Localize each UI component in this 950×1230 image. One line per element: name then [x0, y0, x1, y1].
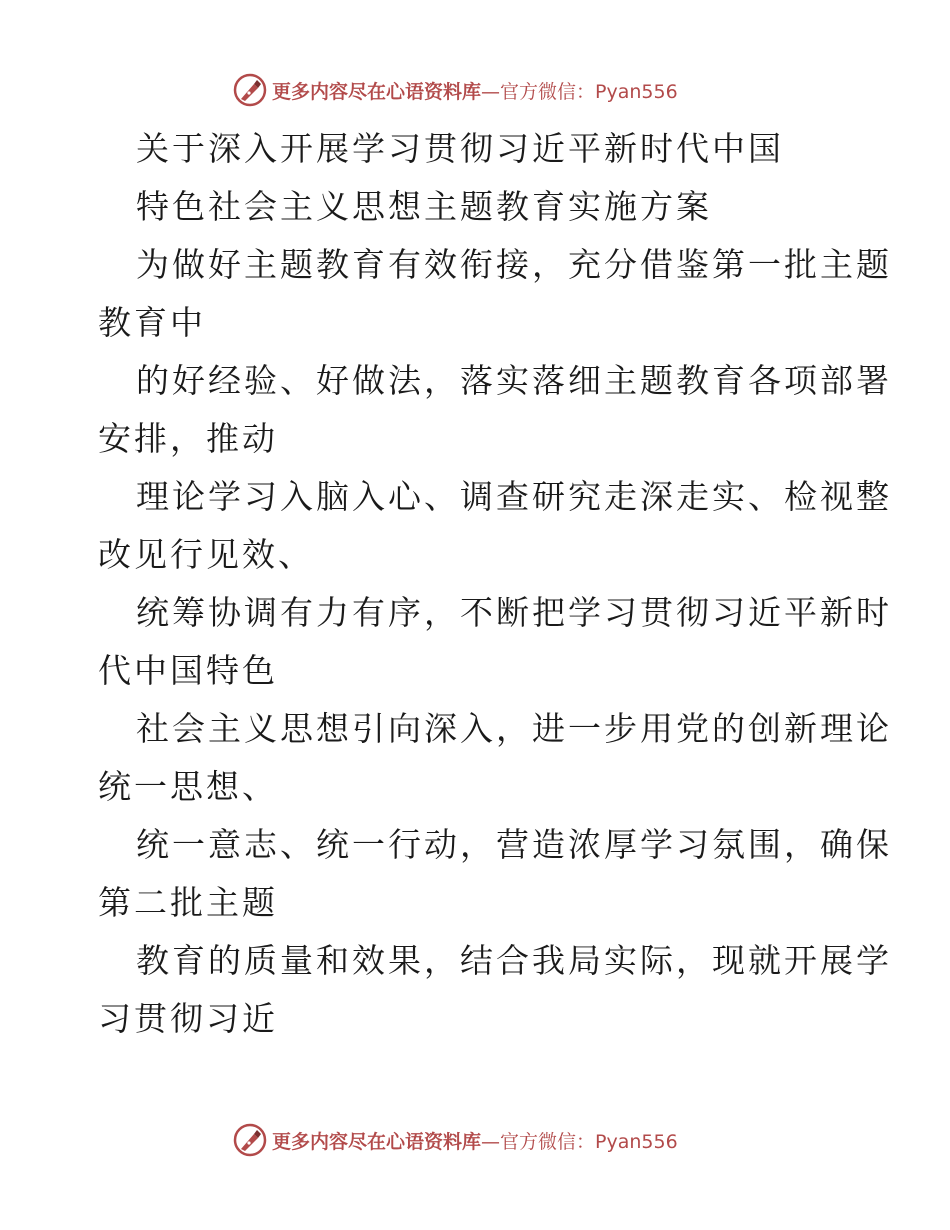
document-title-line-1: 关于深入开展学习贯彻习近平新时代中国 — [136, 129, 784, 168]
pen-nib-logo-icon — [232, 1122, 268, 1158]
footer-banner — [232, 1120, 752, 1160]
paragraph-line: 的好经验、好做法，落实落细主题教育各项部署 — [136, 361, 892, 400]
banner-dash: — — [481, 1130, 501, 1153]
pen-nib-logo-icon — [232, 72, 268, 108]
paragraph-line: 统一思想、 — [98, 767, 278, 806]
paragraph-line: 习贯彻习近 — [98, 999, 278, 1038]
paragraph-line: 教育中 — [98, 303, 206, 342]
header-banner — [232, 70, 752, 110]
banner-text — [272, 1127, 678, 1154]
banner-wechat-label: 官方微信： — [500, 1130, 596, 1153]
paragraph-line: 为做好主题教育有效衔接，充分借鉴第一批主题 — [136, 245, 892, 284]
paragraph-line: 代中国特色 — [98, 651, 278, 690]
paragraph-line: 社会主义思想引向深入，进一步用党的创新理论 — [136, 709, 892, 748]
paragraph-line: 统筹协调有力有序，不断把学习贯彻习近平新时 — [136, 593, 892, 632]
paragraph-line: 第二批主题 — [98, 883, 278, 922]
document-body — [98, 120, 892, 1048]
paragraph-line: 改见行见效、 — [98, 535, 314, 574]
banner-wechat-account: Pyan556 — [595, 1130, 678, 1153]
paragraph-line: 理论学习入脑入心、调查研究走深走实、检视整 — [136, 477, 892, 516]
banner-wechat-label: 官方微信： — [500, 80, 596, 103]
paragraph-line: 安排，推动 — [98, 419, 278, 458]
paragraph-line: 教育的质量和效果，结合我局实际，现就开展学 — [136, 941, 892, 980]
paragraph-line: 统一意志、统一行动，营造浓厚学习氛围，确保 — [136, 825, 892, 864]
banner-dash: — — [481, 80, 501, 103]
banner-title: 更多内容尽在心语资料库 — [272, 80, 482, 103]
banner-text — [272, 77, 678, 104]
banner-wechat-account: Pyan556 — [595, 80, 678, 103]
banner-title: 更多内容尽在心语资料库 — [272, 1130, 482, 1153]
document-title-line-2: 特色社会主义思想主题教育实施方案 — [136, 187, 712, 226]
